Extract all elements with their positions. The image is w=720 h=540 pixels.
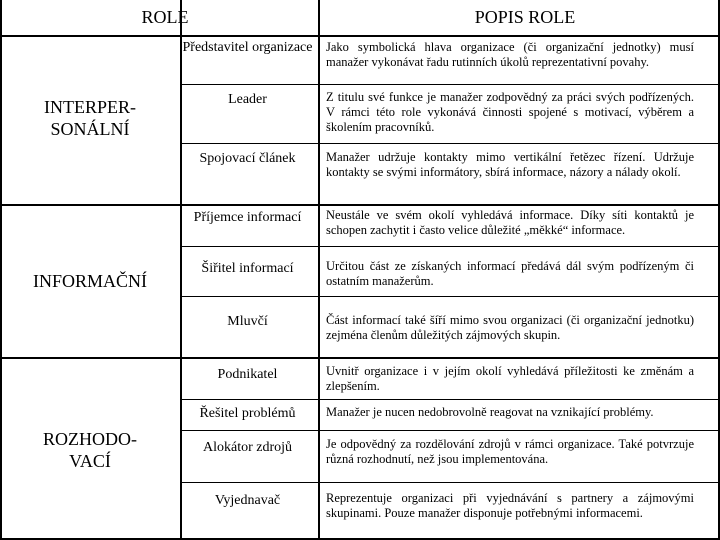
role-description: Část informací také šíří mimo svou organizaci (či organizační jednotku) zejména členům důležitých zájmových skupin. <box>326 313 694 342</box>
role-name: Příjemce informací <box>193 210 302 225</box>
category-decisional: ROZHODO- VACÍ <box>43 429 137 471</box>
row-divider <box>180 296 720 297</box>
row-divider <box>180 84 720 85</box>
role-name: Šiřitel informací <box>201 261 294 276</box>
category-informational: INFORMAČNÍ <box>32 271 147 291</box>
section-divider <box>0 204 720 206</box>
role-name: Spojovací článek <box>199 151 296 166</box>
role-description: Jako symbolická hlava organizace (či organizační jednotky) musí manažer vykonávat řadu rutinních úkolů reprezentativní povahy. <box>326 40 694 69</box>
role-name: Leader <box>228 92 267 107</box>
section-divider <box>0 357 720 359</box>
role-description: Z titulu své funkce je manažer zodpovědný za práci svých podřízených. V rámci této role vykonává činnosti spojené s motivací, výběrem a školením pracovníků. <box>326 90 694 134</box>
role-description: Manažer je nucen nedobrovolně reagovat na vznikající problémy. <box>326 405 654 419</box>
row-divider <box>180 430 720 431</box>
header-role: ROLE <box>141 7 189 27</box>
role-description: Neustále ve svém okolí vyhledává informace. Díky síti kontaktů je schopen zachytit i často velice důležité „měkké“ informace. <box>326 208 694 237</box>
column-divider <box>318 0 320 540</box>
role-description: Manažer udržuje kontakty mimo vertikální řetězec řízení. Udržuje kontakty se svými informátory, sbírá informace, názory a nálady okolí. <box>326 150 694 179</box>
role-name: Řešitel problémů <box>199 406 296 421</box>
role-name: Mluvčí <box>227 314 268 329</box>
header-popis-role: POPIS ROLE <box>474 7 576 27</box>
role-name: Podnikatel <box>217 367 278 382</box>
role-description: Reprezentuje organizaci při vyjednávání s partnery a zájmovými skupinami. Pouze manažer disponuje potřebnými informacemi. <box>326 491 694 520</box>
row-divider <box>180 482 720 483</box>
role-name: Představitel organizace <box>182 40 313 55</box>
row-divider <box>180 399 720 400</box>
role-description: Uvnitř organizace i v jejím okolí vyhledává příležitosti ke změnám a zlepšením. <box>326 364 694 393</box>
category-interpersonal: INTERPER- SONÁLNÍ <box>44 97 136 139</box>
role-description: Určitou část ze získaných informací předává dál svým podřízeným či ostatním manažerům. <box>326 259 694 288</box>
role-name: Alokátor zdrojů <box>202 440 293 455</box>
row-divider <box>180 143 720 144</box>
row-divider <box>180 246 720 247</box>
role-name: Vyjednavač <box>214 493 281 508</box>
role-description: Je odpovědný za rozdělování zdrojů v rámci organizace. Také potvrzuje různá rozhodnutí, než jsou implementována. <box>326 437 694 466</box>
